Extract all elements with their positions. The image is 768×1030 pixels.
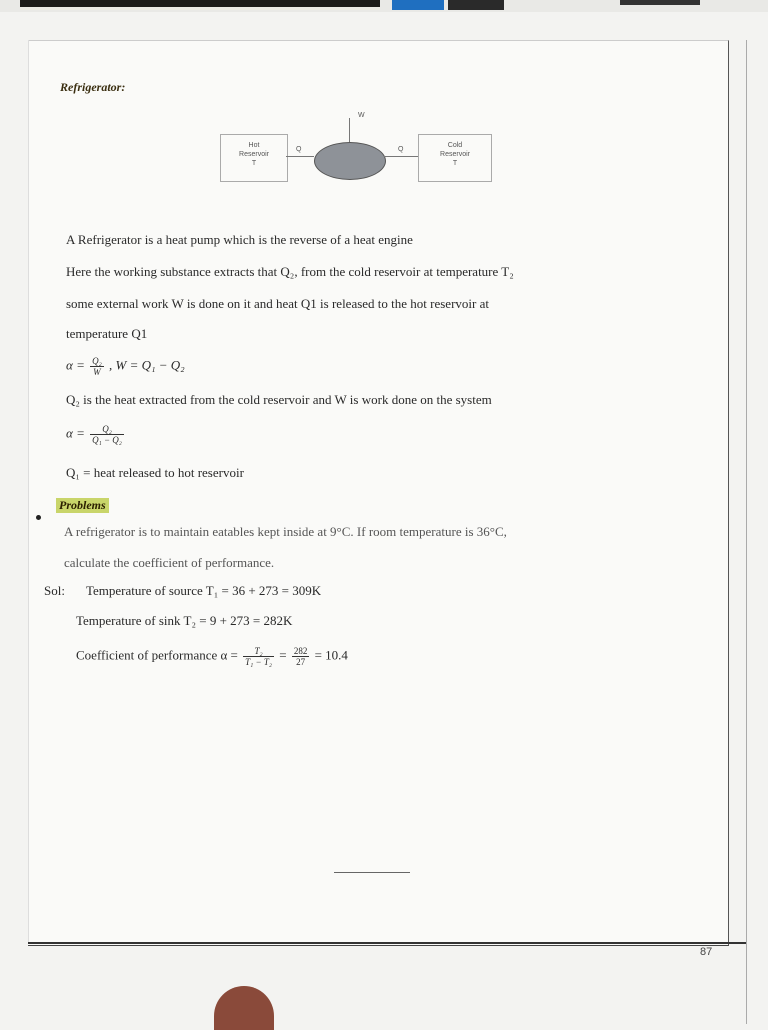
solution-3-denominator-1: T₁ − T₂ bbox=[245, 657, 272, 667]
top-edge-dark-3 bbox=[620, 0, 700, 5]
hot-to-engine-arrow bbox=[286, 156, 314, 157]
bullet-dot bbox=[36, 515, 41, 520]
hot-reservoir-label-3: T bbox=[251, 160, 257, 167]
body-line-3: some external work W is done on it and heat Q1 is released to the hot reservoir at bbox=[66, 296, 489, 311]
equation-1-fraction bbox=[90, 356, 104, 377]
body-line-2: Here the working substance extracts that Q₂, from the cold reservoir at temperature T₂ bbox=[66, 264, 514, 279]
problems-heading: Problems bbox=[56, 498, 109, 513]
body-line-5: Q₂ is the heat extracted from the cold reservoir and W is work done on the system bbox=[66, 392, 492, 407]
equation-1 bbox=[66, 356, 185, 377]
solution-3-numerator-1: T₂ bbox=[243, 646, 274, 657]
refrigerator-diagram bbox=[220, 112, 490, 192]
hot-reservoir-label-2: Reservoir bbox=[239, 151, 269, 158]
solution-3-fraction-1 bbox=[243, 646, 274, 667]
page-left-border bbox=[28, 40, 29, 944]
q-left-label: Q bbox=[296, 146, 302, 153]
solution-3-denominator-2: 27 bbox=[296, 657, 306, 667]
page-bottom-border bbox=[28, 942, 746, 944]
top-edge-blue bbox=[392, 0, 444, 10]
section-heading: Refrigerator: bbox=[60, 80, 126, 94]
solution-3-lhs: Coefficient of performance α = bbox=[76, 647, 238, 663]
top-edge-dark-2 bbox=[448, 0, 504, 10]
hot-reservoir-label-1: Hot bbox=[248, 142, 260, 149]
equation-1-denominator: W bbox=[93, 367, 101, 377]
equation-2-lhs: α = bbox=[66, 425, 85, 441]
cold-reservoir-label-3: T bbox=[452, 160, 458, 167]
work-label: W bbox=[358, 112, 365, 119]
work-input-arrow bbox=[349, 118, 350, 142]
equation-1-rhs: , W = Q₁ − Q₂ bbox=[109, 357, 185, 373]
equation-1-lhs: α = bbox=[66, 357, 85, 373]
equation-2-denominator: Q₁ − Q₂ bbox=[92, 435, 122, 445]
solution-3-result: = 10.4 bbox=[314, 647, 348, 663]
solution-line-3 bbox=[76, 646, 348, 667]
top-edge-dark bbox=[20, 0, 380, 7]
cold-reservoir-box bbox=[418, 134, 492, 182]
equation-2-fraction bbox=[90, 424, 124, 445]
problem-1-line-2: calculate the coefficient of performance. bbox=[64, 555, 275, 570]
refrigerator-engine-ellipse bbox=[314, 142, 386, 180]
cold-reservoir-label-1: Cold bbox=[447, 142, 463, 149]
page-right-edge bbox=[746, 40, 747, 1024]
finger-in-photo bbox=[214, 986, 274, 1030]
equation-1-numerator: Q₂ bbox=[92, 356, 102, 366]
body-line-1: A Refrigerator is a heat pump which is the reverse of a heat engine bbox=[66, 232, 413, 247]
q-right-label: Q bbox=[398, 146, 404, 153]
equation-2 bbox=[66, 424, 126, 445]
equation-2-numerator: Q₂ bbox=[90, 424, 124, 435]
problem-1-line-1: A refrigerator is to maintain eatables kept inside at 9°C. If room temperature is 36°C, bbox=[64, 524, 507, 539]
solution-3-equals: = bbox=[279, 647, 287, 663]
solution-line-2: Temperature of sink T₂ = 9 + 273 = 282K bbox=[76, 613, 293, 628]
separator-line bbox=[334, 872, 410, 873]
solution-label: Sol: bbox=[44, 583, 65, 598]
hot-reservoir-box bbox=[220, 134, 288, 182]
cold-to-engine-arrow bbox=[384, 156, 418, 157]
body-line-4: temperature Q1 bbox=[66, 326, 148, 341]
cold-reservoir-label-2: Reservoir bbox=[440, 151, 470, 158]
page-number: 87 bbox=[700, 946, 713, 958]
solution-line-1: Temperature of source T₁ = 36 + 273 = 309K bbox=[86, 583, 322, 598]
body-line-6: Q₁ = heat released to hot reservoir bbox=[66, 465, 244, 480]
solution-3-numerator-2: 282 bbox=[293, 646, 308, 656]
top-edge bbox=[0, 0, 768, 12]
solution-3-fraction-2 bbox=[292, 646, 310, 667]
